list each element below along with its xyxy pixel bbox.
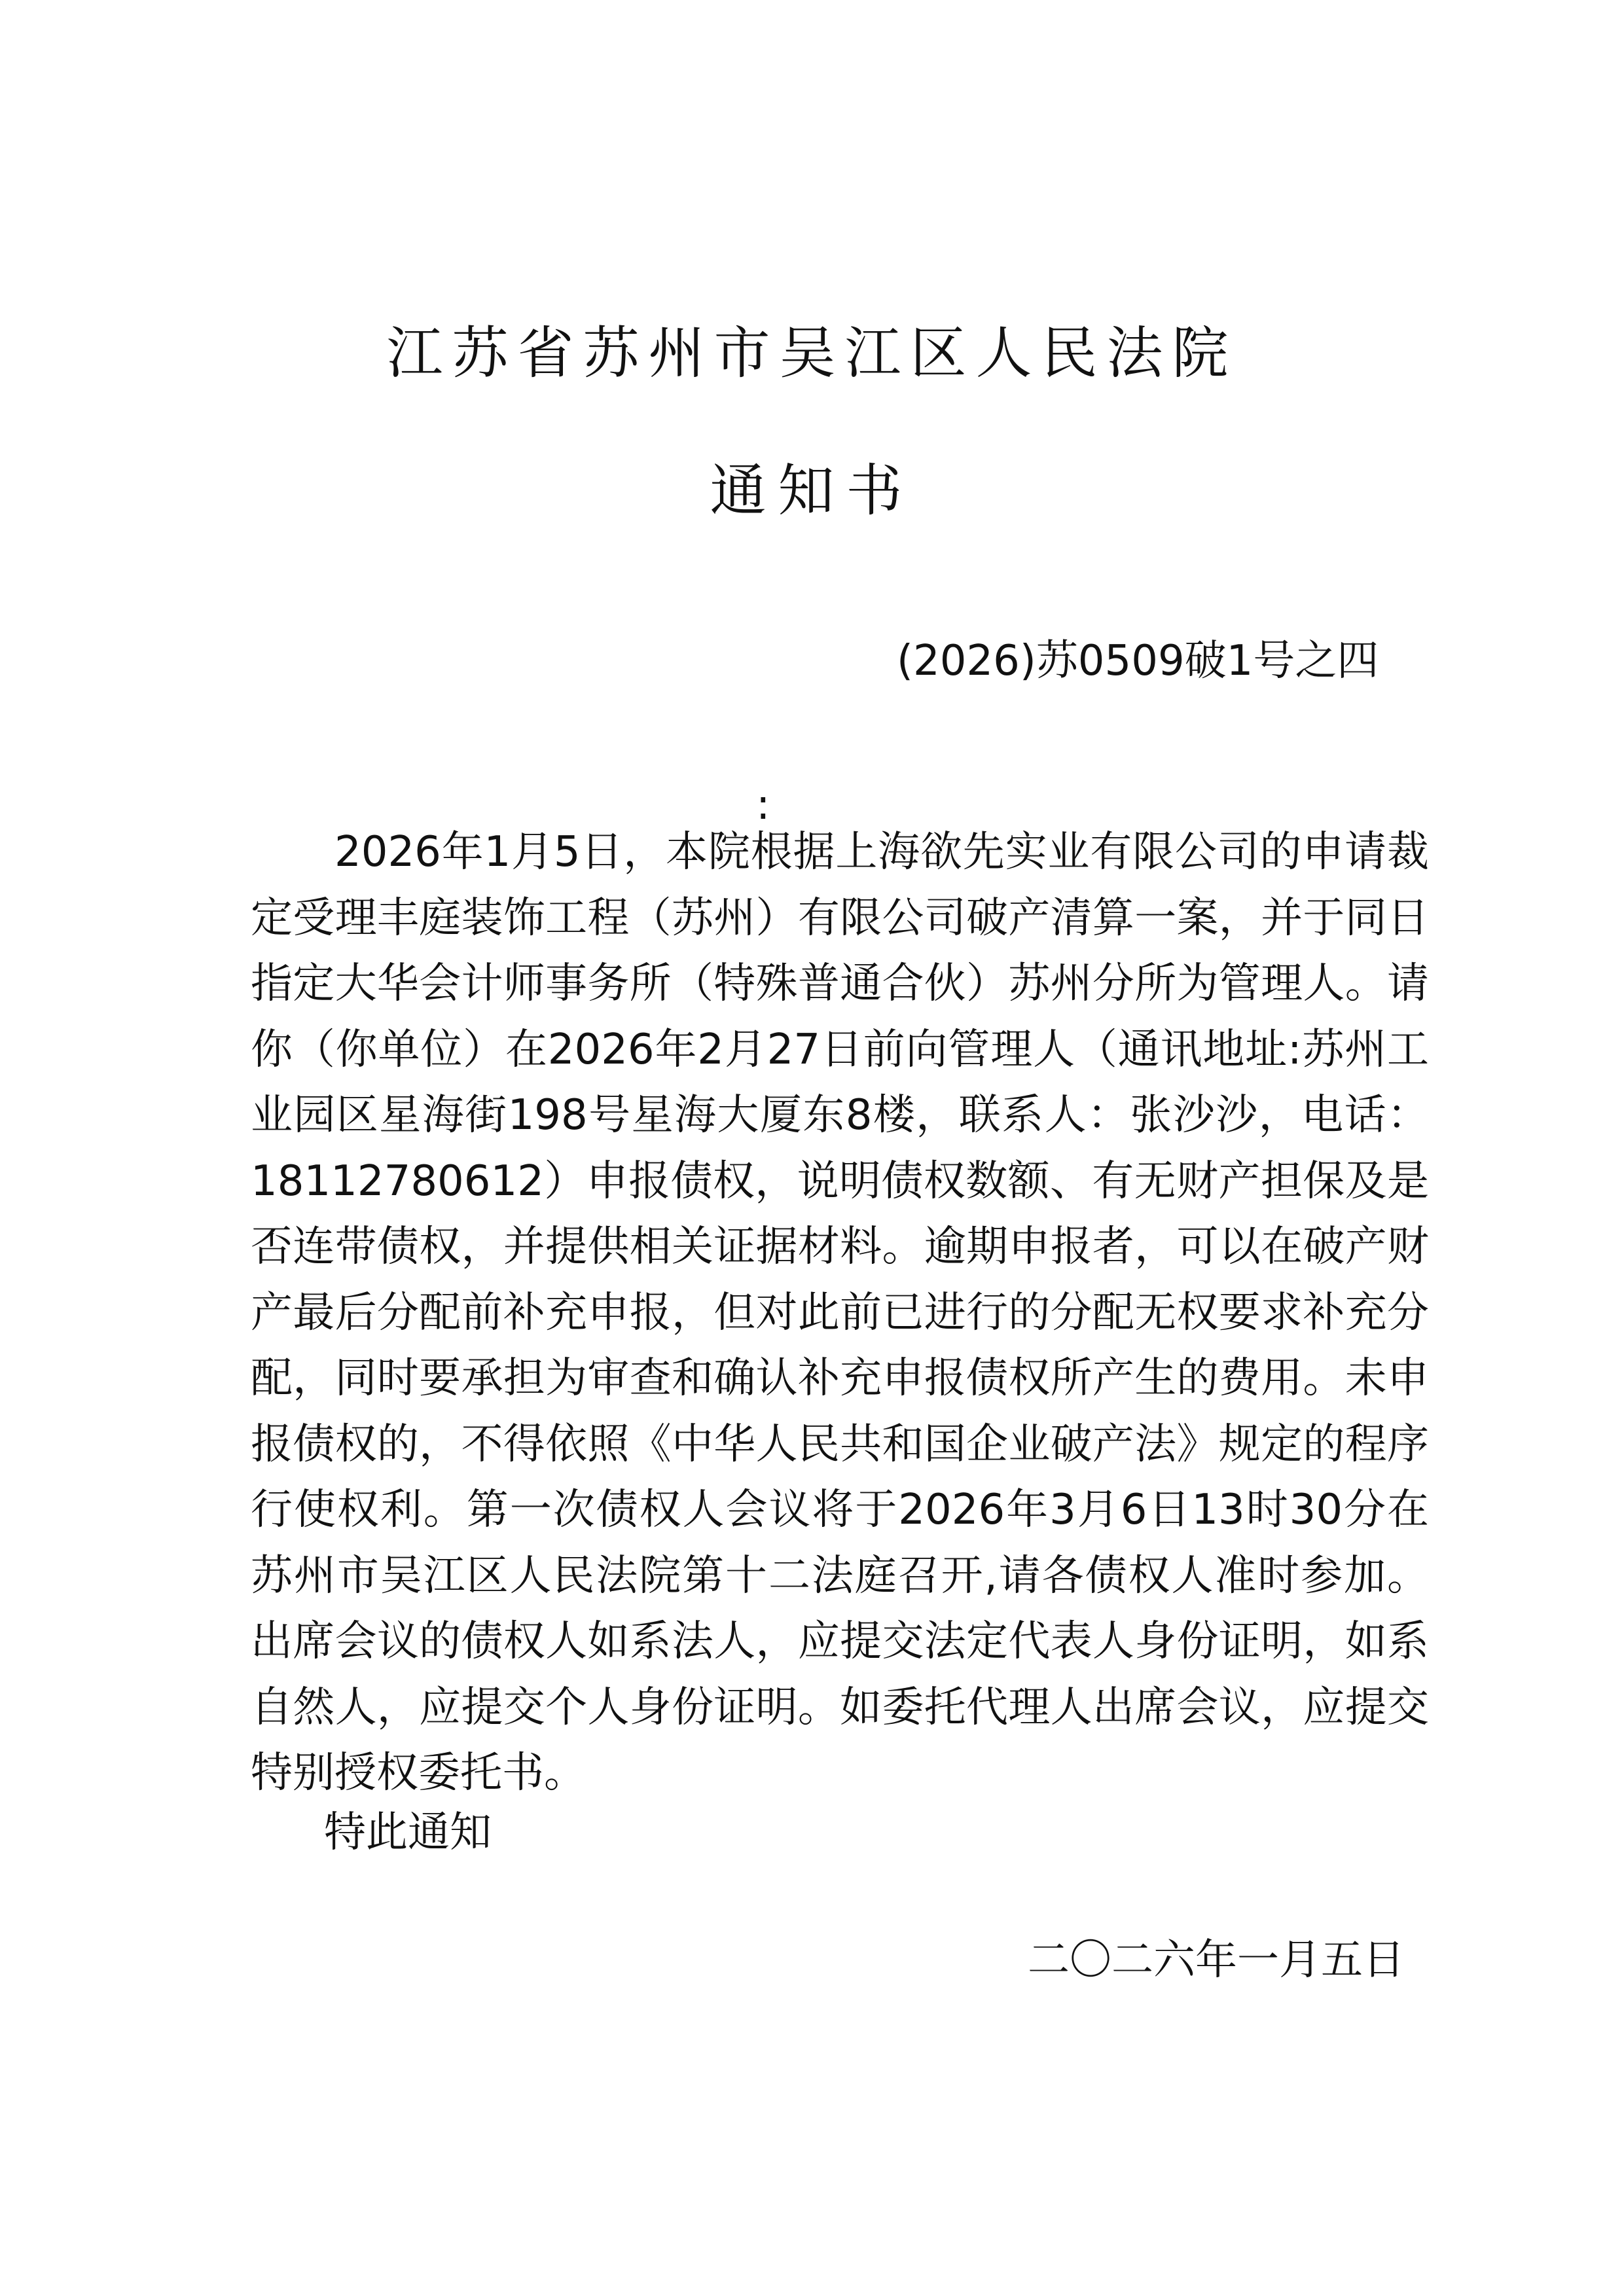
- closing-remark: 特此通知: [324, 1808, 492, 1857]
- notice-body: 2026年1月5日，本院根据上海欲先实业有限公司的申请裁定受理丰庭装饰工程（苏州）有限公司破产清算一案，并于同日指定大华会计师事务所（特殊普通合伙）苏州分所为管理人。请你（你单位）在2026年2月27日前向管理人（通讯地址:苏州工业园区星海街198号星海大厦东8楼，联系人：张沙沙，电话：18112780612）申报债权，说明债权数额、有无财产担保及是否连带债权，并提供相关证据材料。逾期申报者，可以在破产财产最后分配前补充申报，但对此前已进行的分配无权要求补充分配，同时要承担为审查和确认补充申报债权所产生的费用。未申报债权的，不得依照《中华人民共和国企业破产法》规定的程序行使权利。第一次债权人会议将于2026年3月6日13时30分在苏州市吴江区人民法院第十二法庭召开,请各债权人准时参加。出席会议的债权人如系法人，应提交法定代表人身份证明，如系自然人，应提交个人身份证明。如委托代理人出席会议，应提交特别授权委托书。: [251, 828, 1429, 1797]
- document-title: 通知书: [710, 458, 914, 524]
- addressee-line: :: [756, 781, 770, 829]
- court-name: 江苏省苏州市吴江区人民法院: [386, 321, 1238, 386]
- issue-date: 二〇二六年一月五日: [1028, 1936, 1405, 1984]
- case-number: (2026)苏0509破1号之四: [897, 637, 1379, 685]
